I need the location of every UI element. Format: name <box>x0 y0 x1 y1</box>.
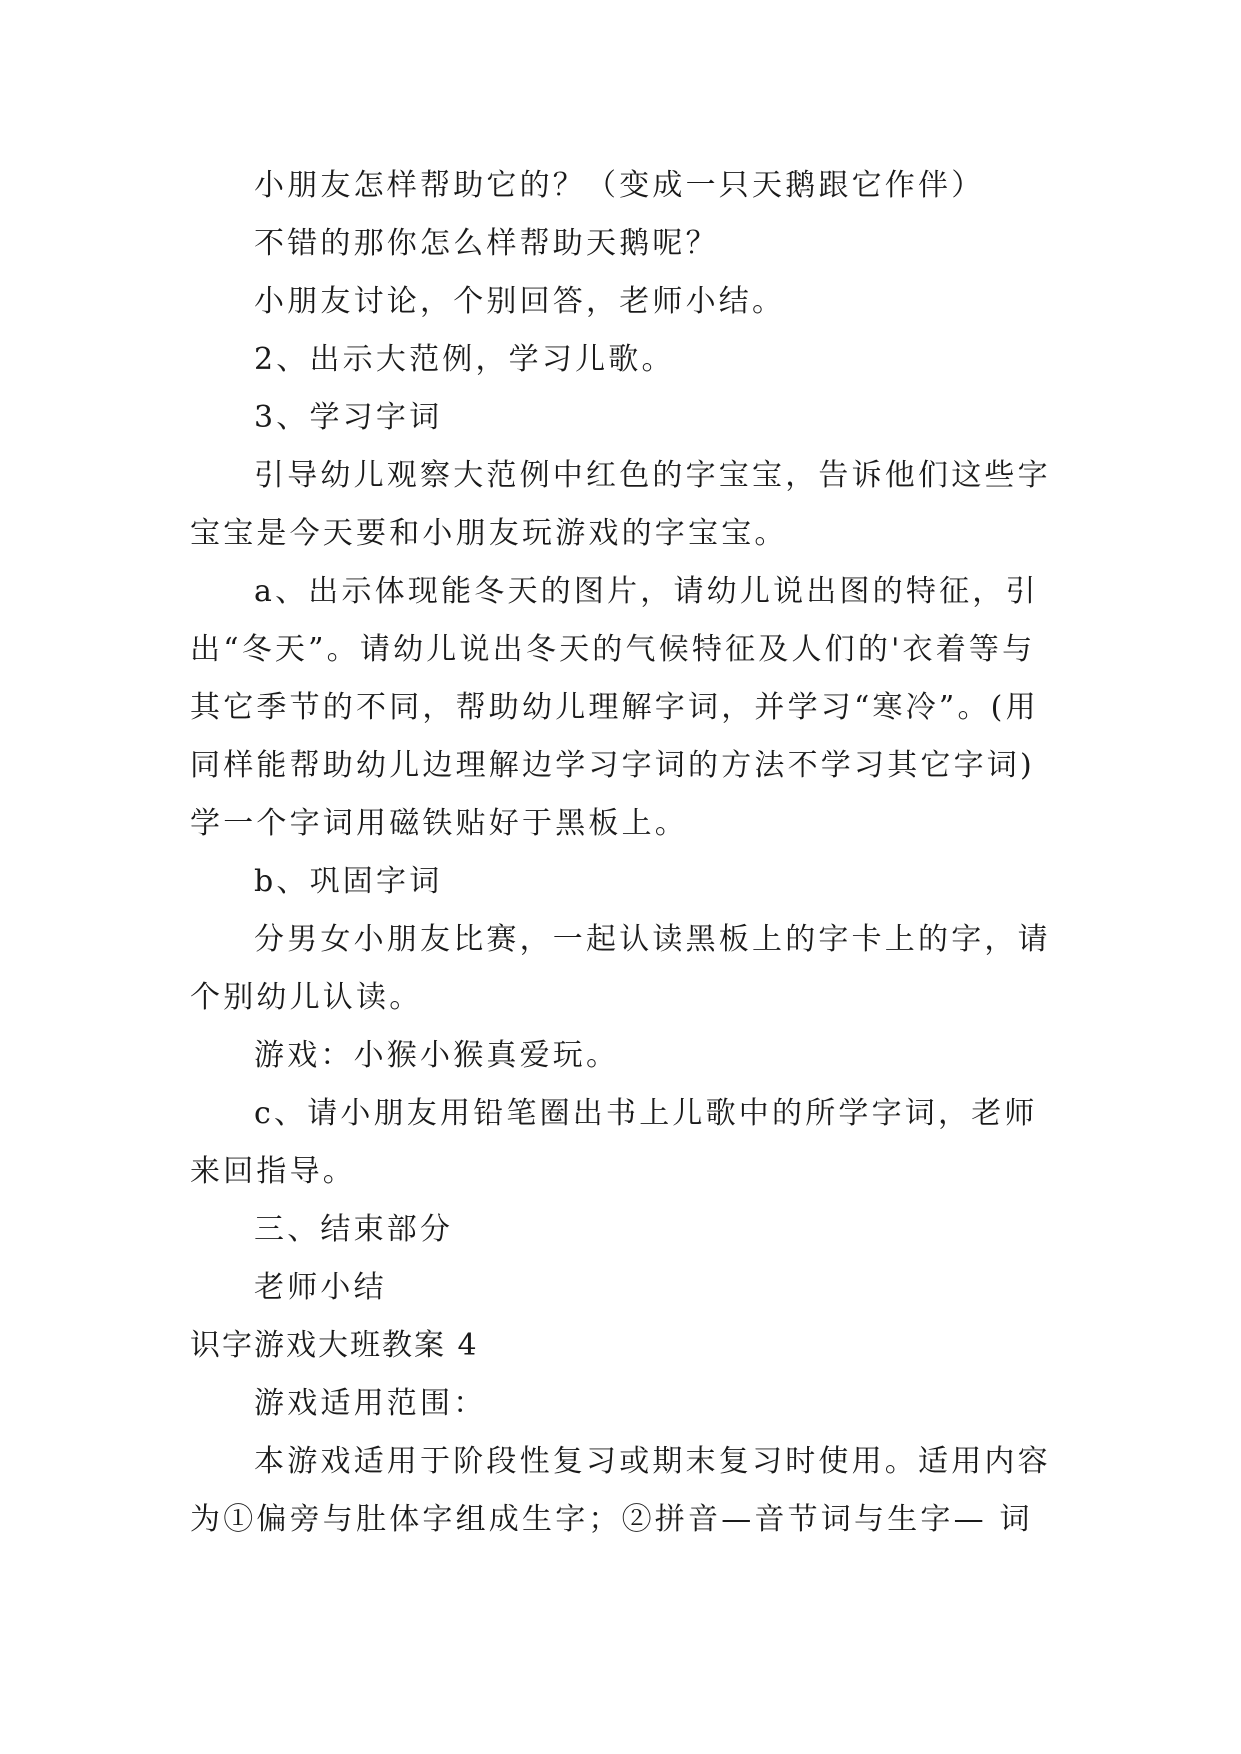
paragraph-line: 本游戏适用于阶段性复习或期末复习时使用。适用内容 <box>254 1444 1051 1479</box>
paragraph-line: 游戏：小猴小猴真爱玩。 <box>254 1038 620 1073</box>
paragraph-line: 宝宝是今天要和小朋友玩游戏的字宝宝。 <box>190 516 788 551</box>
paragraph-line: 2、出示大范例，学习儿歌。 <box>254 342 675 377</box>
section-heading: 识字游戏大班教案 4 <box>190 1328 479 1363</box>
paragraph-line: 小朋友怎样帮助它的？（变成一只天鹅跟它作伴） <box>254 168 985 203</box>
paragraph-line: 同样能帮助幼儿边理解边学习字词的方法不学习其它字词) <box>190 748 1035 783</box>
paragraph-line: 三、结束部分 <box>254 1212 454 1247</box>
paragraph-line: 出“冬天”。请幼儿说出冬天的气候特征及人们的'衣着等与 <box>190 632 1036 667</box>
paragraph-line: 游戏适用范围： <box>254 1386 487 1421</box>
paragraph-line: 分男女小朋友比赛，一起认读黑板上的字卡上的字，请 <box>254 922 1051 957</box>
paragraph-line: 小朋友讨论，个别回答，老师小结。 <box>254 284 786 319</box>
paragraph-line: 个别幼儿认读。 <box>190 980 423 1015</box>
paragraph-line: 引导幼儿观察大范例中红色的字宝宝，告诉他们这些字 <box>254 458 1051 493</box>
paragraph-line: 学一个字词用磁铁贴好于黑板上。 <box>190 806 688 841</box>
paragraph-line: 3、学习字词 <box>254 400 443 435</box>
paragraph-line: 为①偏旁与肚体字组成生字；②拼音—音节词与生字— 词 <box>190 1502 1033 1537</box>
paragraph-line: 来回指导。 <box>190 1154 356 1189</box>
paragraph-line: 不错的那你怎么样帮助天鹅呢？ <box>254 226 719 261</box>
paragraph-line: a、出示体现能冬天的图片，请幼儿说出图的特征，引 <box>254 574 1039 609</box>
paragraph-line: 其它季节的不同，帮助幼儿理解字词，并学习“寒冷”。(用 <box>190 690 1039 725</box>
paragraph-line: 老师小结 <box>254 1270 387 1305</box>
paragraph-line: b、巩固字词 <box>254 864 443 899</box>
paragraph-line: c、请小朋友用铅笔圈出书上儿歌中的所学字词，老师 <box>254 1096 1038 1131</box>
